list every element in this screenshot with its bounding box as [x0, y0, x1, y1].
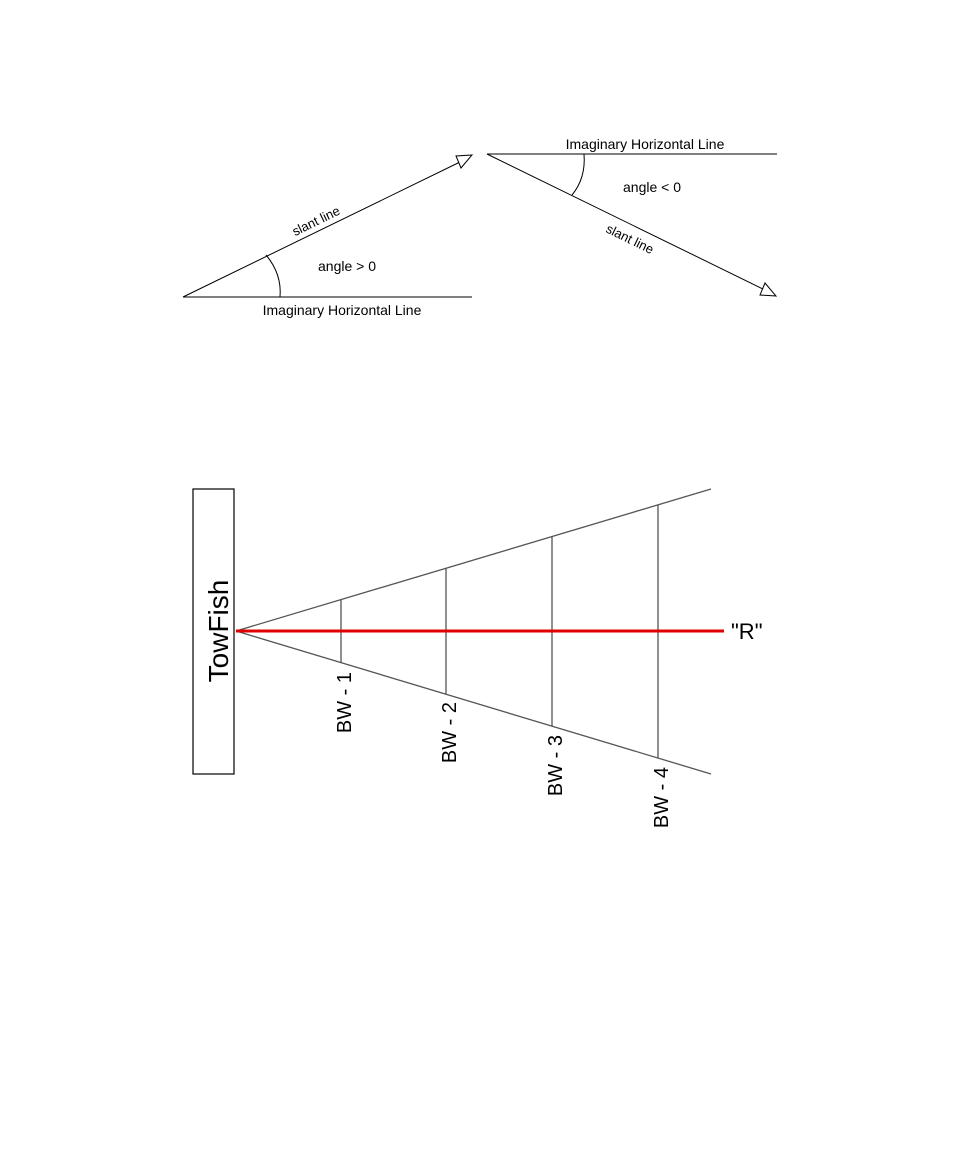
slant-line-label-right: slant line	[603, 220, 657, 257]
horizontal-line-label-left: Imaginary Horizontal Line	[262, 302, 422, 318]
slant-line-label-left: slant line	[289, 202, 343, 239]
angle-arc-positive	[266, 255, 280, 297]
towfish-label: TowFish	[203, 579, 234, 683]
horizontal-line-label-right: Imaginary Horizontal Line	[565, 136, 725, 152]
beam-lower-edge	[236, 631, 711, 774]
slant-line-up	[183, 162, 460, 297]
bw-label-4: BW - 4	[651, 767, 673, 829]
arrowhead-up	[456, 155, 472, 168]
angle-arc-negative	[572, 154, 584, 195]
bw-label-2: BW - 2	[439, 702, 461, 764]
range-label: "R"	[731, 619, 763, 644]
bw-label-1: BW - 1	[334, 672, 356, 734]
negative-angle-diagram	[487, 136, 777, 296]
slant-line-down	[487, 154, 763, 289]
bw-label-3: BW - 3	[545, 735, 567, 797]
towfish-beam-diagram	[193, 489, 763, 828]
angle-positive-label: angle > 0	[318, 258, 376, 274]
angle-negative-label: angle < 0	[623, 179, 681, 195]
beam-upper-edge	[236, 489, 711, 631]
arrowhead-down	[760, 283, 776, 296]
positive-angle-diagram	[183, 155, 472, 318]
